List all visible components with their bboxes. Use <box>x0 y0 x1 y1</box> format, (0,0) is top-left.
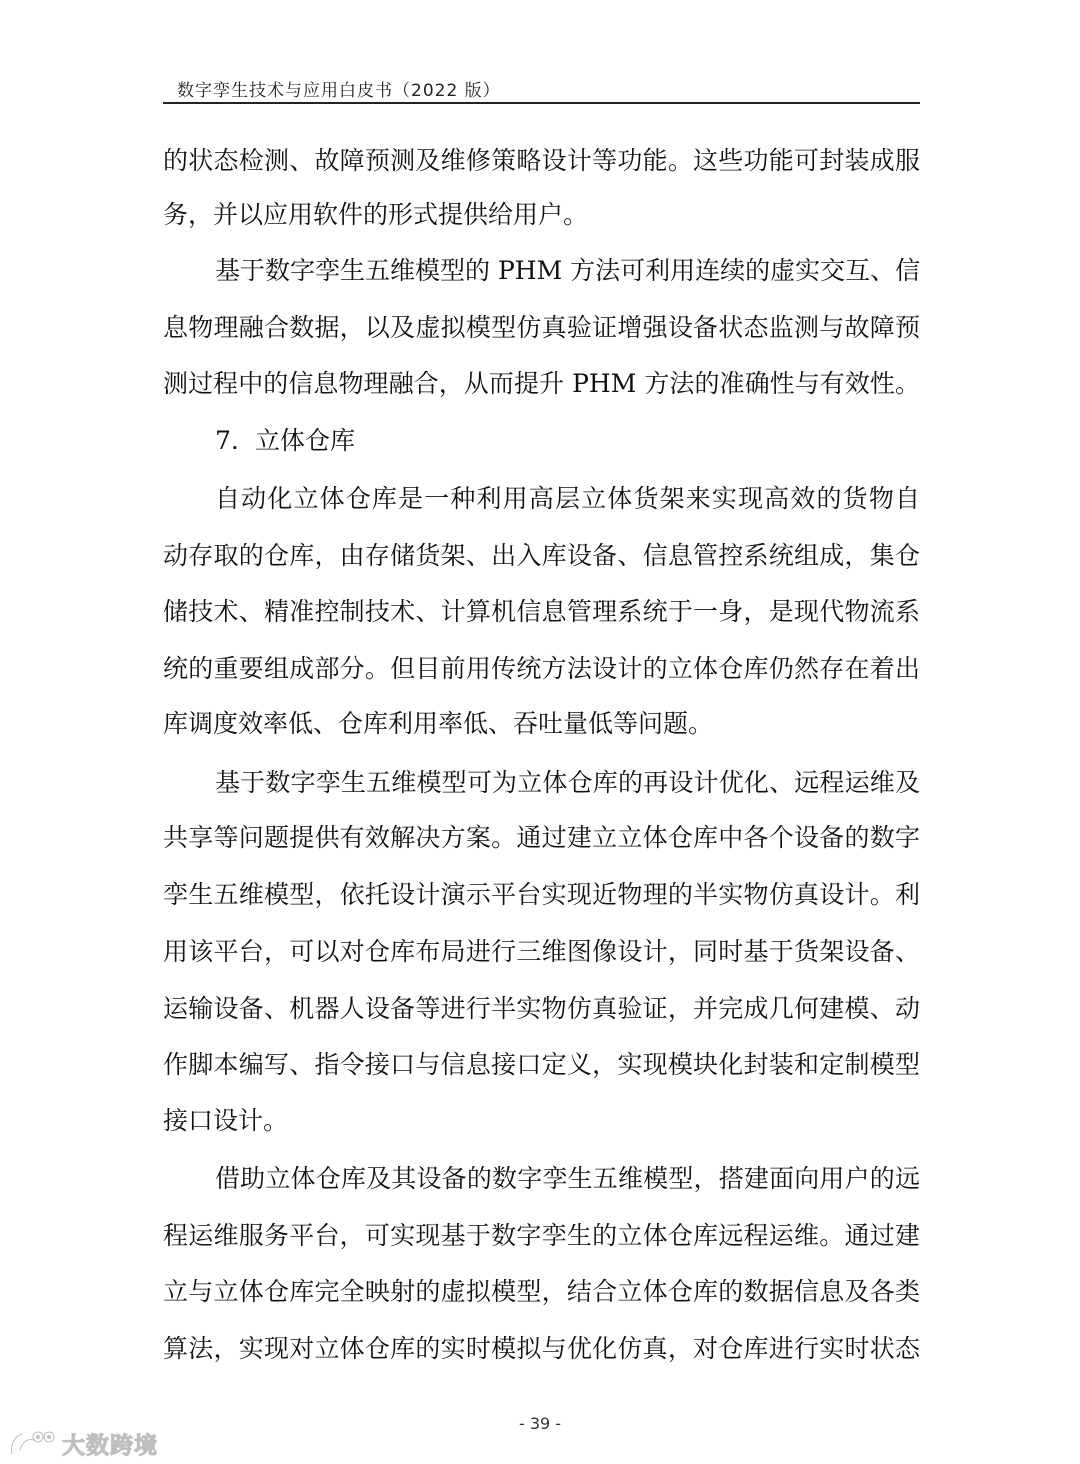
paragraph-line: 测过程中的信息物理融合，从而提升 PHM 方法的准确性与有效性。 <box>163 369 920 398</box>
section-title: 立体仓库 <box>255 426 356 455</box>
paragraph-line: 动存取的仓库，由存储货架、出入库设备、信息管控系统组成，集仓 <box>163 541 920 570</box>
paragraph-line: 共享等问题提供有效解决方案。通过建立立体仓库中各个设备的数字 <box>163 823 920 852</box>
watermark-text: 大数跨境 <box>62 1432 158 1459</box>
page-number: - 39 - <box>518 1414 562 1433</box>
document-title: 数字孪生技术与应用白皮书（2022 版） <box>177 81 501 101</box>
brand-logo-icon <box>8 1428 60 1458</box>
paragraph-line: 基于数字孪生五维模型可为立体仓库的再设计优化、远程运维及 <box>215 768 920 797</box>
paragraph-line: 基于数字孪生五维模型的 PHM 方法可利用连续的虚实交互、信 <box>215 256 920 285</box>
paragraph-line: 作脚本编写、指令接口与信息接口定义，实现模块化封装和定制模型 <box>163 1050 920 1079</box>
paragraph-line: 立与立体仓库完全映射的虚拟模型，结合立体仓库的数据信息及各类 <box>163 1277 920 1306</box>
paragraph-line: 用该平台，可以对仓库布局进行三维图像设计，同时基于货架设备、 <box>163 937 920 966</box>
section-number: 7. <box>215 426 239 455</box>
watermark <box>8 1426 158 1460</box>
paragraph-line: 孪生五维模型，依托设计演示平台实现近物理的半实物仿真设计。利 <box>163 880 920 909</box>
paragraph-line: 息物理融合数据，以及虚拟模型仿真验证增强设备状态监测与故障预 <box>163 313 920 342</box>
paragraph-line: 接口设计。 <box>163 1106 289 1135</box>
paragraph-line: 的状态检测、故障预测及维修策略设计等功能。这些功能可封装成服 <box>163 146 920 175</box>
paragraph-line: 自动化立体仓库是一种利用高层立体货架来实现高效的货物自 <box>215 484 920 513</box>
running-header <box>163 74 920 104</box>
paragraph-line: 程运维服务平台，可实现基于数字孪生的立体仓库远程运维。通过建 <box>163 1221 920 1250</box>
paragraph-line: 借助立体仓库及其设备的数字孪生五维模型，搭建面向用户的远 <box>215 1164 920 1193</box>
paragraph-line: 务，并以应用软件的形式提供给用户。 <box>163 200 589 229</box>
paragraph-line: 统的重要组成部分。但目前用传统方法设计的立体仓库仍然存在着出 <box>163 654 920 683</box>
section-heading <box>215 421 355 461</box>
paragraph-line: 储技术、精准控制技术、计算机信息管理系统于一身，是现代物流系 <box>163 597 920 626</box>
paragraph-line: 算法，实现对立体仓库的实时模拟与优化仿真，对仓库进行实时状态 <box>163 1334 920 1363</box>
paragraph-line: 运输设备、机器人设备等进行半实物仿真验证，并完成几何建模、动 <box>163 994 920 1023</box>
paragraph-line: 库调度效率低、仓库利用率低、吞吐量低等问题。 <box>163 709 714 738</box>
